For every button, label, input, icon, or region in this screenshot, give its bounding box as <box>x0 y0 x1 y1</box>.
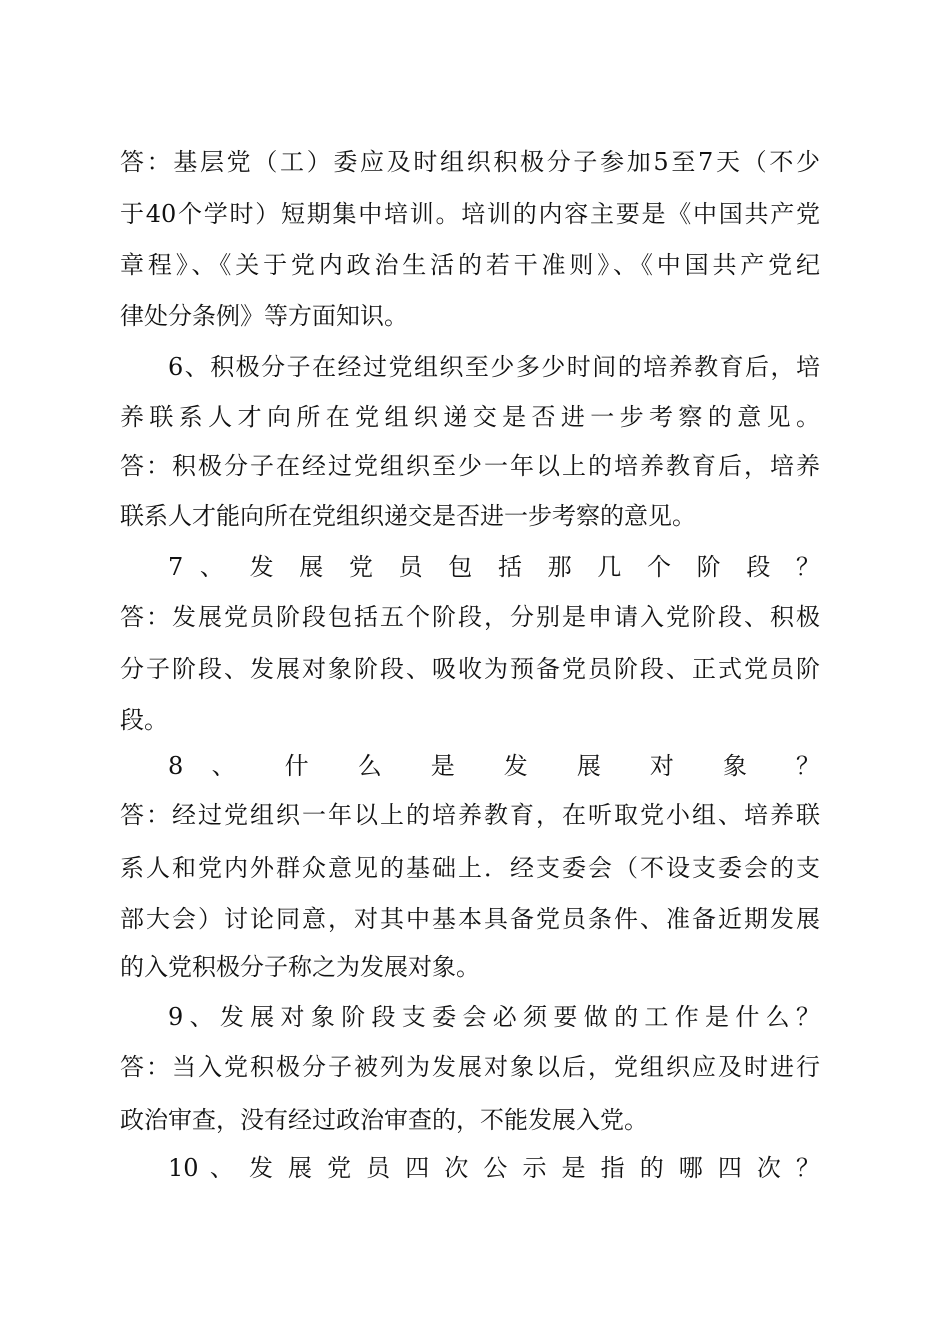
answer-8-line-4: 的入党积极分子称之为发展对象。 <box>120 953 480 981</box>
answer-5-line-4: 律处分条例》等方面知识。 <box>120 302 408 330</box>
answer-5-line-3: 章程》、《关于党内政治生活的若干准则》、《中国共产党纪 <box>120 251 820 279</box>
answer-6-line-1: 答：积极分子在经过党组织至少一年以上的培养教育后，培养 <box>120 452 820 480</box>
answer-8-line-1: 答：经过党组织一年以上的培养教育，在听取党小组、培养联 <box>120 801 820 829</box>
answer-7-line-2: 分子阶段、发展对象阶段、吸收为预备党员阶段、正式党员阶 <box>120 655 820 683</box>
answer-7-line-1: 答：发展党员阶段包括五个阶段，分别是申请入党阶段、积极 <box>120 603 820 631</box>
answer-5-line-1: 答：基层党（工）委应及时组织积极分子参加5至7天（不少 <box>120 148 820 176</box>
question-9: 9、发展对象阶段支委会必须要做的工作是什么？ <box>168 1003 820 1031</box>
answer-6-line-2: 联系人才能向所在党组织递交是否进一步考察的意见。 <box>120 502 696 530</box>
question-6-line-1: 6、积极分子在经过党组织至少多少时间的培养教育后，培 <box>168 353 820 381</box>
question-6-line-2: 养联系人才向所在党组织递交是否进一步考察的意见。 <box>120 403 820 431</box>
answer-8-line-2: 系人和党内外群众意见的基础上．经支委会（不设支委会的支 <box>120 854 820 882</box>
answer-9-line-2: 政治审查，没有经过政治审查的，不能发展入党。 <box>120 1106 648 1134</box>
answer-9-line-1: 答：当入党积极分子被列为发展对象以后，党组织应及时进行 <box>120 1053 820 1081</box>
answer-7-line-3: 段。 <box>120 706 168 734</box>
question-8: 8 、 什 么 是 发 展 对 象 ？ <box>168 752 820 780</box>
question-10: 10 、 发 展 党 员 四 次 公 示 是 指 的 哪 四 次 ？ <box>168 1154 820 1182</box>
answer-5-line-2: 于40个学时）短期集中培训。培训的内容主要是《中国共产党 <box>120 200 820 228</box>
question-7: 7 、 发 展 党 员 包 括 那 几 个 阶 段 ？ <box>168 553 820 581</box>
answer-8-line-3: 部大会）讨论同意，对其中基本具备党员条件、准备近期发展 <box>120 905 820 933</box>
